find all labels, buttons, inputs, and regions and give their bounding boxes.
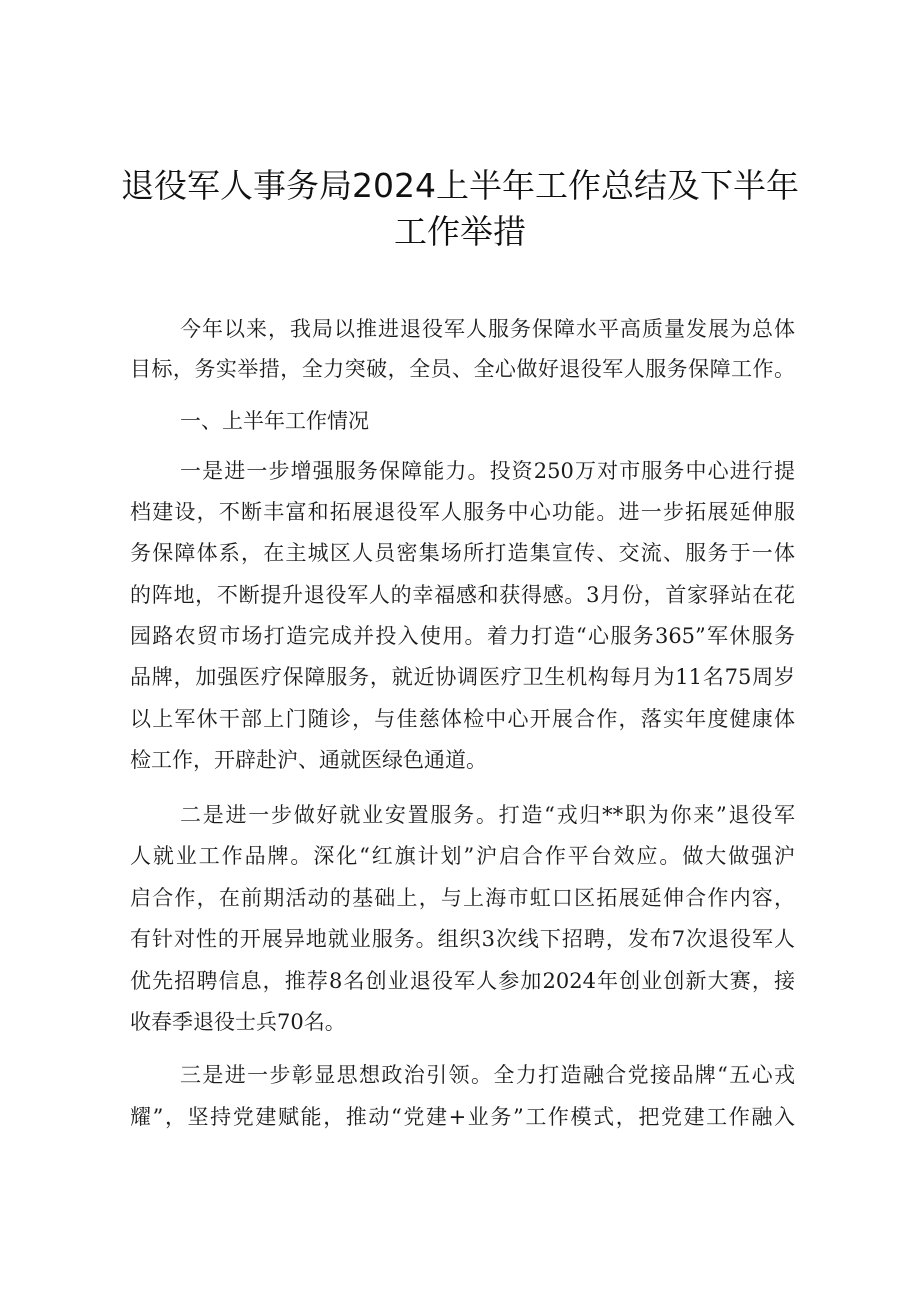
paragraph-line: 品牌，加强医疗保障服务，就近协调医疗卫生机构每月为11名75周岁 <box>130 665 795 689</box>
paragraph-line: 有针对性的开展异地就业服务。组织3次线下招聘，发布7次退役军人 <box>130 927 795 951</box>
paragraph-line: 档建设，不断丰富和拓展退役军人服务中心功能。进一步拓展延伸服 <box>130 500 795 524</box>
paragraph-line: 以上军休干部上门随诊，与佳慈体检中心开展合作，落实年度健康体 <box>130 707 795 731</box>
paragraph-line: 目标，务实举措，全力突破，全员、全心做好退役军人服务保障工作。 <box>130 357 795 381</box>
paragraph-line: 检工作，开辟赴沪、通就医绿色通道。 <box>130 748 487 772</box>
paragraph-line: 三是进一步彰显思想政治引领。全力打造融合党接品牌“五心戎 <box>180 1063 795 1087</box>
paragraph-line: 收春季退役士兵70名。 <box>130 1010 346 1034</box>
paragraph-line: 园路农贸市场打造完成并投入使用。着力打造“心服务365”军休服务 <box>130 624 795 648</box>
paragraph-line: 人就业工作品牌。深化“红旗计划”沪启合作平台效应。做大做强沪 <box>130 844 795 868</box>
document-title-line-1: 退役军人事务局2024上半年工作总结及下半年 <box>121 166 799 205</box>
paragraph-line: 优先招聘信息，推荐8名创业退役军人参加2024年创业创新大赛，接 <box>130 969 795 993</box>
paragraph-line: 二是进一步做好就业安置服务。打造“戎归**职为你来”退役军 <box>180 803 795 827</box>
paragraph-line: 今年以来，我局以推进退役军人服务保障水平高质量发展为总体 <box>180 317 795 341</box>
paragraph-line: 启合作，在前期活动的基础上，与上海市虹口区拓展延伸合作内容， <box>130 886 795 910</box>
section-heading-text: 一、上半年工作情况 <box>180 409 369 433</box>
paragraph-line: 的阵地，不断提升退役军人的幸福感和获得感。3月份，首家驿站在花 <box>130 583 795 607</box>
paragraph-line: 一是进一步增强服务保障能力。投资250万对市服务中心进行提 <box>180 459 795 483</box>
document-title-line-2: 工作举措 <box>394 212 526 251</box>
paragraph-line: 耀”，坚持党建赋能，推动“党建+业务”工作模式，把党建工作融入 <box>130 1105 795 1129</box>
paragraph-line: 务保障体系，在主城区人员密集场所打造集宣传、交流、服务于一体 <box>130 541 795 565</box>
